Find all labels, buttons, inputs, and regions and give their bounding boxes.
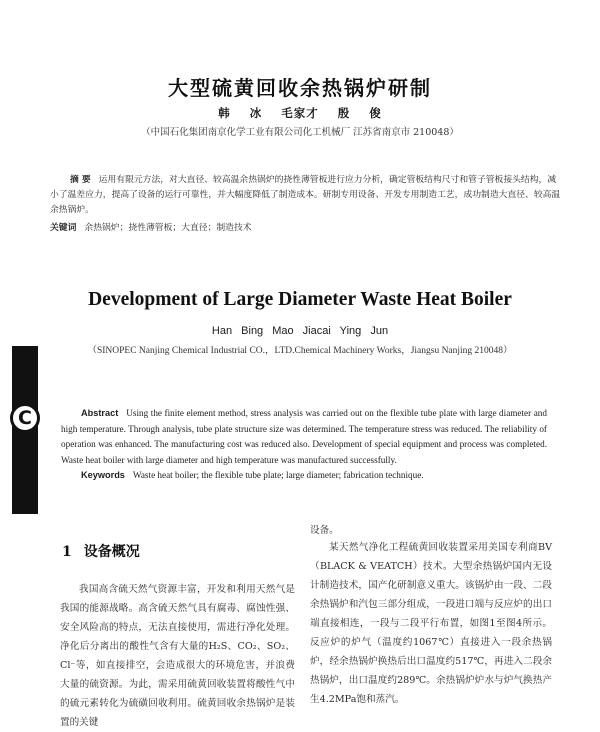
cn-keywords-text: 余热锅炉；挠性薄管板；大直径；制造技术 bbox=[84, 223, 252, 233]
body-right-column: 某天然气净化工程硫黄回收装置采用美国专利商BV（BLACK & VEATCH）技术。大型余热锅炉国内无设计制造技术，国产化研制意义重大。该锅炉由一段、二段余热锅炉和汽包三部分组成，一段进口端与反应炉的出口端直接相连，一段与二段平行布置，如图1至图4所示。反应炉的炉气（温度约1067℃）直接进入一段余热锅炉，经余热锅炉换热后出口温度约517℃，再进入二段余热锅炉，出口温度约289℃。余热锅炉炉水与炉气换热产生4.2MPa饱和蒸汽。 bbox=[310, 542, 552, 705]
cn-keywords-label: 关键词 bbox=[50, 223, 77, 233]
copyright-icon: C bbox=[10, 403, 40, 433]
section-title: 设备概况 bbox=[83, 544, 140, 560]
en-affiliation: （SINOPEC Nanjing Chemical Industrial CO.，LTD.Chemical Machinery Works，Jiangsu Nanjing 210048） bbox=[87, 346, 513, 356]
en-abstract bbox=[61, 406, 547, 468]
en-keywords-text: Waste heat boiler; the flexible tube plate; large diameter; fabrication technique. bbox=[132, 470, 424, 480]
en-abstract-label: Abstract bbox=[81, 408, 119, 418]
body-left-column: 我国高含硫天然气资源丰富，开发和利用天然气是我国的能源战略。高含硫天然气具有腐毒、腐蚀性强、安全风险高的特点，无法直接使用，需进行净化处理。净化后分离出的酸性气含有大量的H₂S、CO₂、SO₂、Cl⁻等，如直接排空，会造成很大的环境危害，并浪费大量的硫资源。为此，需采用硫黄回收装置将酸性气中的硫元素转化为硫磺回收利用。硫黄回收余热锅炉是装置的关键 bbox=[60, 584, 295, 728]
cn-affiliation: （中国石化集团南京化学工业有限公司化工机械厂 江苏省南京市 210048） bbox=[141, 127, 459, 138]
cn-title: 大型硫黄回收余热锅炉研制 bbox=[168, 76, 432, 100]
section-number: 1 bbox=[62, 544, 72, 560]
section-heading bbox=[62, 541, 140, 561]
cn-authors: 韩 冰 毛家才 殷 俊 bbox=[218, 106, 382, 120]
en-keywords bbox=[81, 470, 551, 480]
cn-abstract-label: 摘 要 bbox=[70, 175, 91, 185]
en-abstract-text: Using the finite element method, stress analysis was carried out on the flexible tube plate with large diameter and high temperature. Through analysis, tube plate structure size was determined. The temperature stress was reduced. The reliability of operation was enhanced. The manufacturing cost was reduced also. Development of special equipment and process was completed. Waste heat boiler with large diameter and high temperature was manufactured successfully. bbox=[61, 408, 547, 465]
en-authors: Han Bing Mao Jiacai Ying Jun bbox=[211, 325, 389, 337]
cn-keywords bbox=[50, 220, 562, 233]
body-right-column-continuation: 设备。 bbox=[310, 525, 339, 536]
en-keywords-label: Keywords bbox=[81, 470, 125, 480]
cn-abstract bbox=[50, 173, 562, 218]
en-title: Development of Large Diameter Waste Heat Boiler bbox=[88, 289, 512, 310]
cn-abstract-text: 运用有限元方法，对大直径、较高温余热锅炉的挠性薄管板进行应力分析，确定管板结构尺寸和管子管板接头结构，减小了温差应力，提高了设备的运行可靠性，并大幅度降低了制造成本。研制专用设备、开发专用制造工艺，成功制造大直径、较高温余热锅炉。 bbox=[50, 175, 561, 215]
